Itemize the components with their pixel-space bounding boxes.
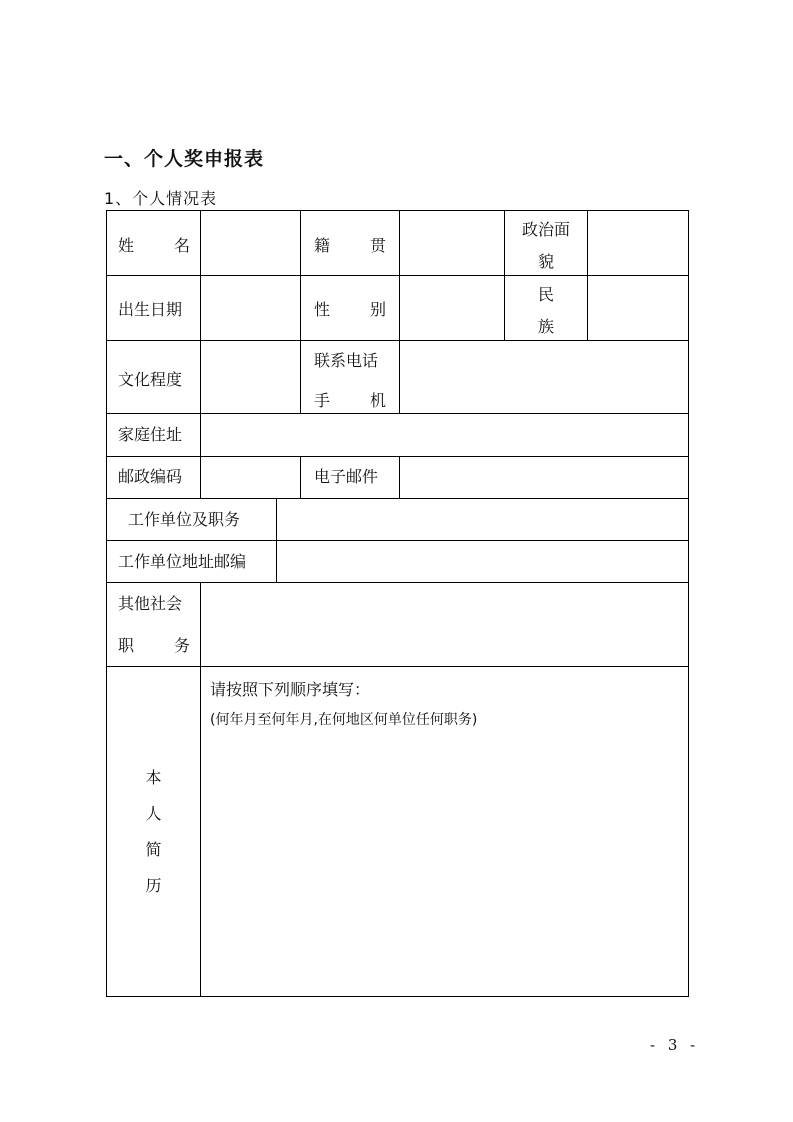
label-work-unit-address-postcode: 工作单位地址邮编 [118,552,247,571]
row-line [106,340,689,341]
label-char: 姓 [118,236,135,255]
label-char: 务 [173,636,190,655]
label-work-unit-position: 工作单位及职务 [128,510,241,529]
row-line [106,456,689,457]
label-ethnicity-2: 族 [537,317,554,336]
page-number: - 3 - [650,1036,700,1054]
label-char: 名 [173,236,190,255]
label-gender [314,300,386,320]
label-resume-char: 历 [145,876,162,895]
label-resume-char: 简 [145,840,162,859]
label-char: 手 [314,391,331,410]
label-political-status-1: 政治面 [521,220,570,239]
row-line [106,666,689,667]
section-title: 一、个人奖申报表 [104,148,265,170]
label-name [118,236,190,256]
row-line [106,275,689,276]
label-contact-phone: 联系电话 [314,351,379,370]
row-line [106,540,689,541]
row-line [106,582,689,583]
col-line [300,456,301,498]
label-other-social-2 [118,636,190,656]
label-char: 机 [369,391,386,410]
row-line [106,498,689,499]
table-border-right [688,210,689,997]
label-mobile [314,391,386,411]
label-other-social-1: 其他社会 [118,594,183,613]
table-border-top [106,210,689,211]
col-line [200,210,201,498]
resume-instruction: 请按照下列顺序填写： [210,680,371,699]
subsection-title: 1、个人情况表 [104,189,218,208]
label-resume-char: 本 [145,768,162,787]
label-email: 电子邮件 [314,467,379,486]
label-resume-char: 人 [145,804,162,823]
label-ethnicity-1: 民 [537,285,554,304]
label-char: 职 [118,636,135,655]
label-char: 贯 [369,236,386,255]
label-home-address: 家庭住址 [118,425,183,444]
col-line [300,210,301,413]
col-line [587,210,588,340]
label-political-status-2: 貌 [537,252,554,271]
resume-note: (何年月至何年月,在何地区何单位任何职务) [210,712,478,728]
label-char: 籍 [314,236,331,255]
col-line [276,498,277,582]
col-line [399,456,400,498]
label-birth-date: 出生日期 [118,300,183,319]
label-native-place [314,236,386,256]
row-line [106,413,689,414]
label-postal-code: 邮政编码 [118,467,183,486]
label-char: 性 [314,300,331,319]
col-line [399,210,400,413]
table-border-bottom [106,996,689,997]
label-resume [107,760,200,904]
label-education: 文化程度 [118,370,183,389]
col-line [200,582,201,996]
label-char: 别 [369,300,386,319]
